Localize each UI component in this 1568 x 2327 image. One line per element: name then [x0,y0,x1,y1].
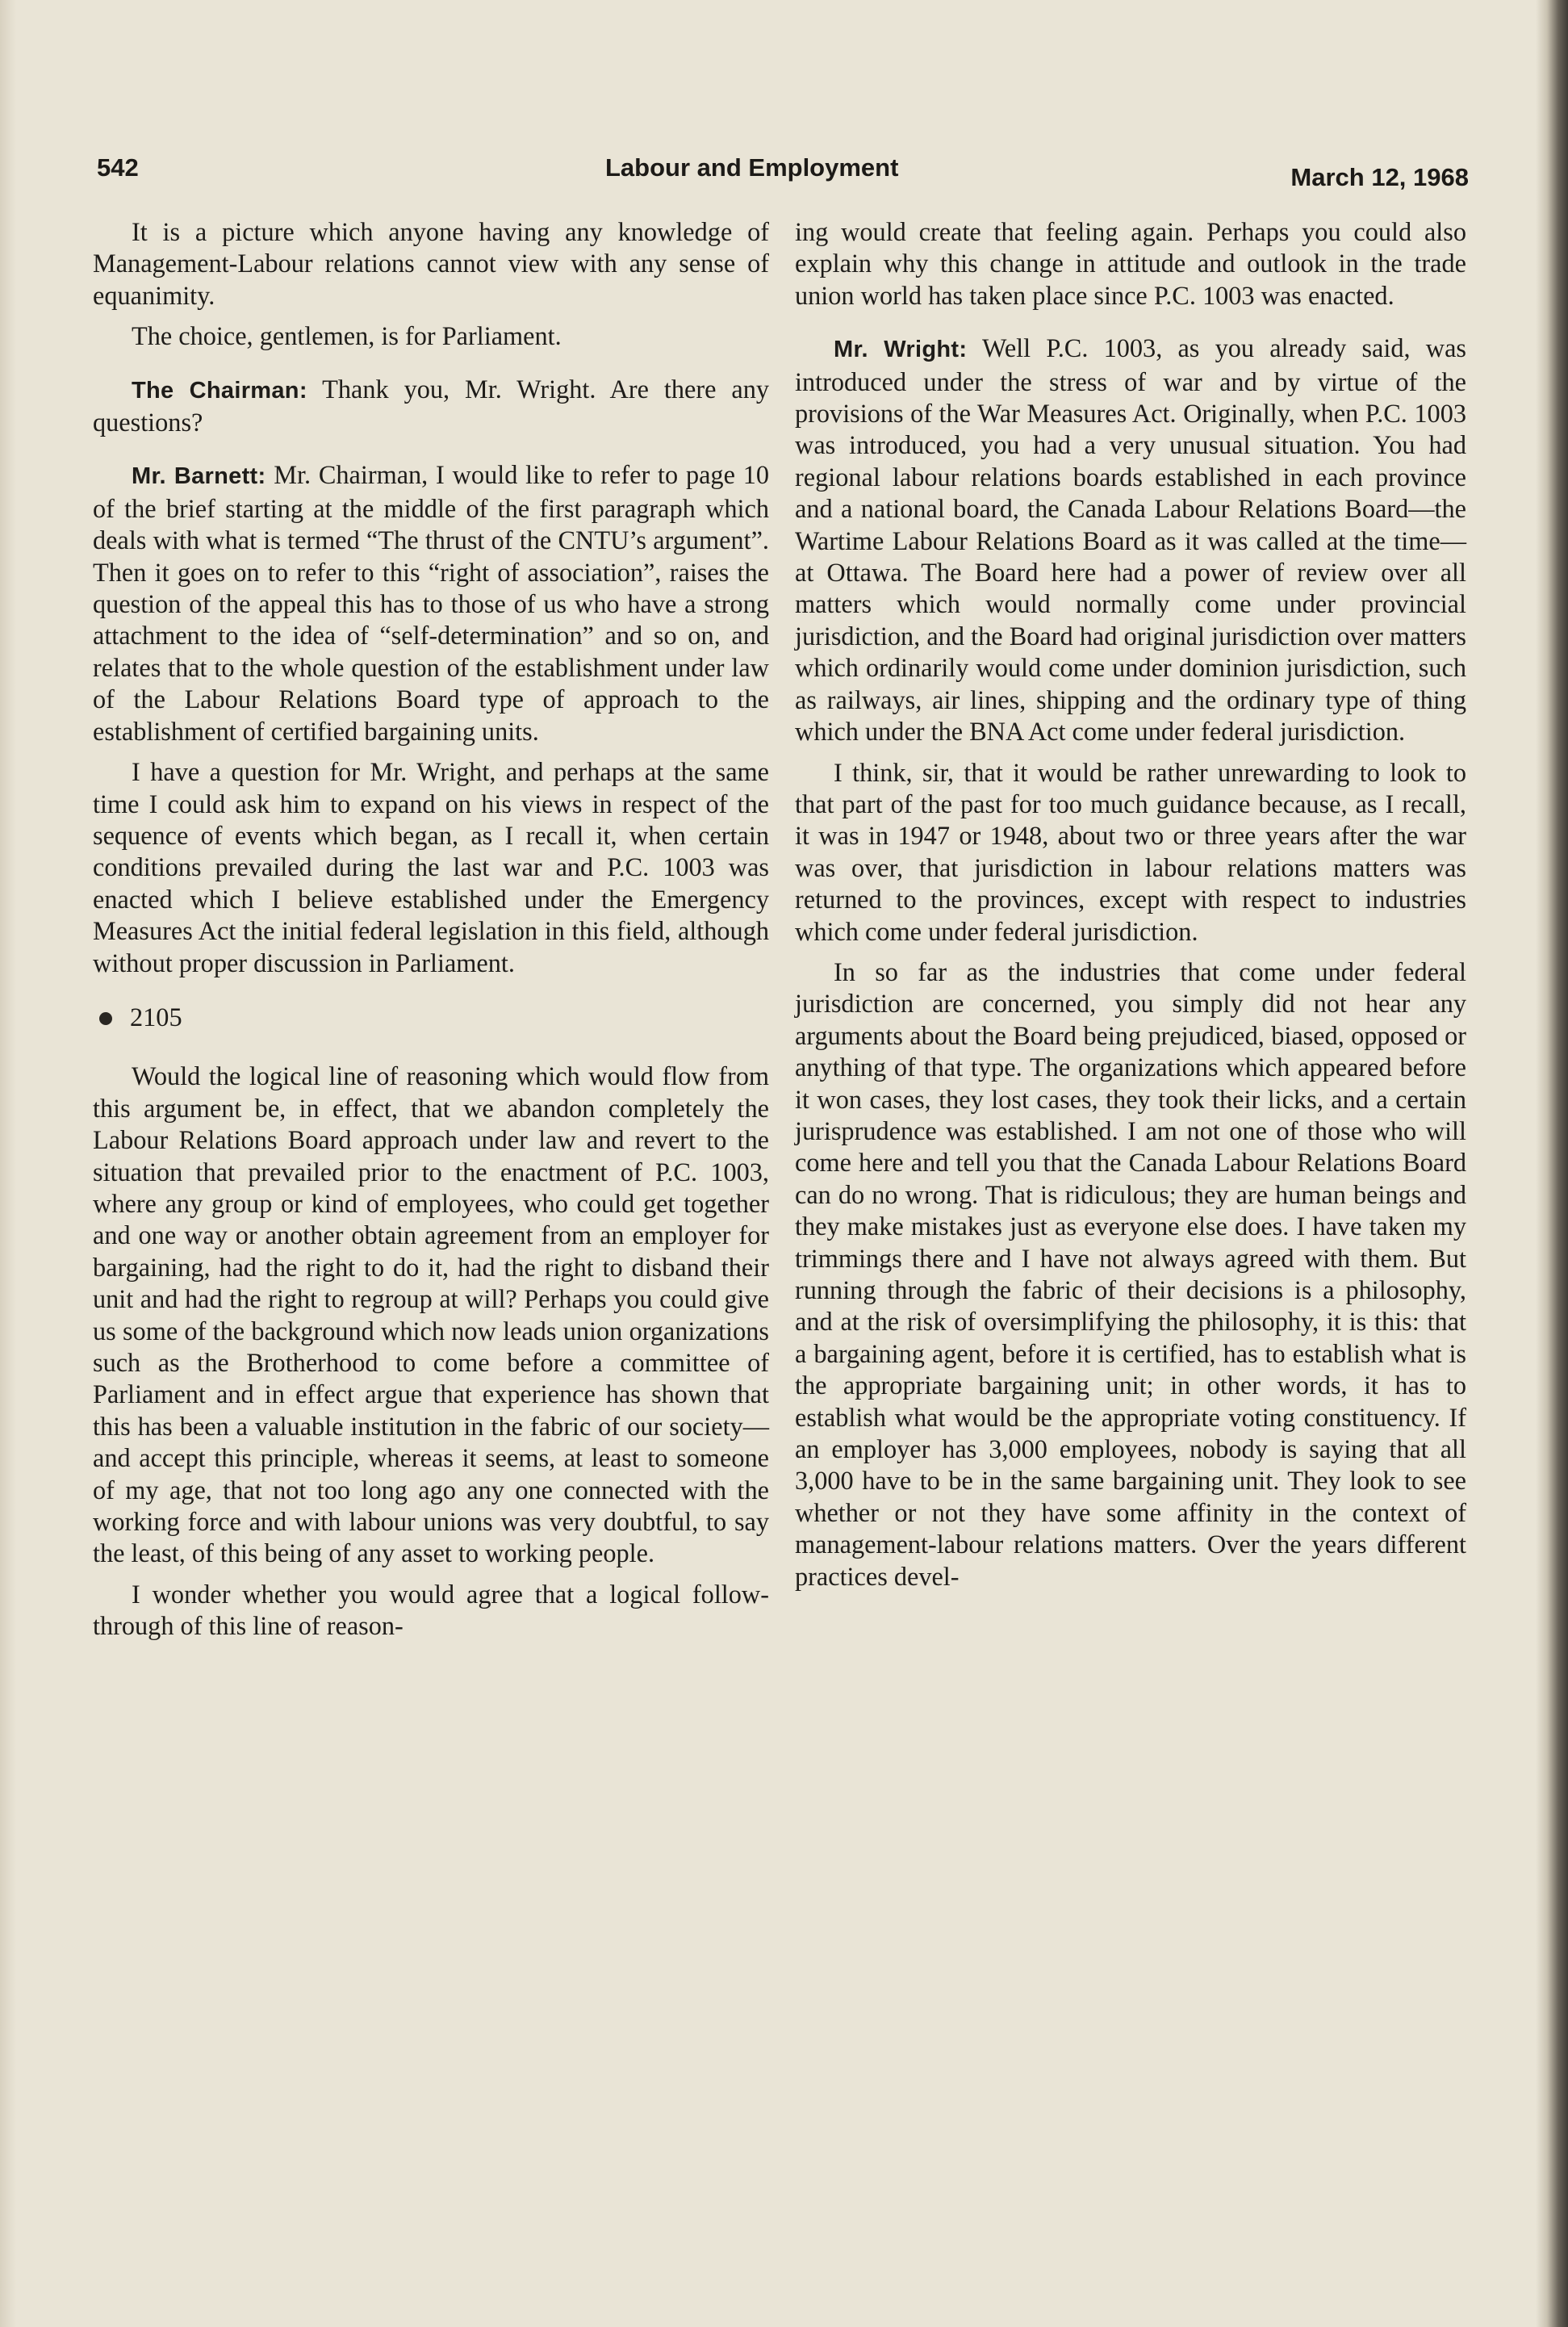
paragraph: I have a question for Mr. Wright, and perhaps at the same time I could ask him to expand on his views in respect of the sequence of events which began, as I recall it, when certain conditions prevailed during the last war and P.C. 1003 was enacted which I believe established under the Emergency Measures Act the initial federal legislation in this field, although without proper discussion in Parliament. [93,757,769,977]
paragraph: I think, sir, that it would be rather unrewarding to look to that part of the past for too much guidance because, as I recall, it was in 1947 or 1948, about two or three years after the war was over, that jurisdiction in labour relations matters was returned to the provinces, except with respect to industries which come under federal jurisdiction. [795,757,1466,946]
running-title: Labour and Employment [605,153,899,182]
speaker-name: Mr. Barnett: [132,463,266,490]
page-number: 542 [97,153,139,182]
speech-text: Thank you, Mr. Wright. Are there any questions? [93,374,770,437]
time-marker-text: 2105 [130,1002,182,1032]
speaker-paragraph [795,333,1466,747]
paragraph-continued: ing would create that feeling again. Perhaps you could also explain why this change in attitude and outlook in the trade union world has taken place since P.C. 1003 was enacted. [795,217,1466,310]
speech-text: Well P.C. 1003, as you already said, was introduced under the stress of war and by virtue of the provisions of the War Measures Act. Originally, when P.C. 1003 was introduced, you had a very unusual situation. You had regional labour relations boards established in each province and a national board, the Canada Labour Relations Board—the Wartime Labour Relations Board as it was called at the time—at Ottawa. The Board here had a power of review over all matters which would normally come under provincial jurisdiction, and the Board had original jurisdiction over matters which ordinarily would come under dominion jurisdiction, such as railways, air lines, shipping and the ordinary type of thing which under the BNA Act come under federal jurisdiction. [795,333,1466,747]
paragraph: It is a picture which anyone having any knowledge of Management-Labour relations cannot view with any sense of equanimity. [93,217,769,310]
paragraph: Would the logical line of reasoning which would flow from this argument be, in effect, that we abandon completely the Labour Relations Board approach under law and revert to the situation that prevailed prior to the enactment of P.C. 1003, where any group or kind of employees, who could get together and one way or another obtain agreement from an employer for bargaining, had the right to do it, had the right to disband their unit and had the right to regroup at will? Perhaps you could give us some of the background which now leads union organizations such as the Brotherhood to come before a committee of Parliament and in effect argue that experience has shown that this has been a valuable institution in the fabric of our society—and accept this principle, whereas it seems, at least to someone of my age, that not too long ago any one connected with the working force and with labour unions was very doubtful, to say the least, of this being of any asset to working people. [93,1061,769,1568]
paragraph: I wonder whether you would agree that a logical follow-through of this line of reason- [93,1579,769,1641]
right-column [795,216,1466,1601]
book-binding-edge [1536,0,1568,2327]
left-column [93,216,769,1651]
speaker-paragraph [93,374,769,439]
speaker-paragraph [93,459,769,747]
speaker-name: Mr. Wright: [834,337,968,363]
running-header [97,153,1469,194]
paragraph: The choice, gentlemen, is for Parliament. [132,321,562,351]
paragraph: In so far as the industries that come under federal jurisdiction are concerned, you simply did not hear any arguments about the Board being prejudiced, biased, opposed or anything of that type. The organizations which appeared before it won cases, they lost cases, they took their licks, and a certain jurisprudence was established. I am not one of those who will come here and tell you that the Canada Labour Relations Board can do no wrong. That is ridiculous; they are human beings and they make mistakes just as everyone else does. I have taken my trimmings there and I have not always agreed with them. But running through the fabric of their decisions is a philosophy, and at the risk of oversimplifying the philosophy, it is this: that a bargaining agent, before it is certified, has to establish what is the appropriate bargaining unit; in other words, it has to establish what would be the appropriate voting constituency. If an employer has 3,000 employees, nobody is saying that all 3,000 have to be in the same bargaining unit. They look to see whether or not they have some affinity in the context of management-labour relations matters. Over the years different practices devel- [795,956,1466,1591]
page-left-edge [0,0,16,2327]
time-marker [93,1002,769,1033]
bullet-icon [99,1012,112,1025]
header-date: March 12, 1968 [1290,163,1469,191]
speaker-name: The Chairman: [132,377,307,404]
speech-text: Mr. Chairman, I would like to refer to page 10 of the brief starting at the middle of the first paragraph which deals with what is termed “The thrust of the CNTU’s argument”. Then it goes on to refer to this “right of association”, raises the question of the appeal this has to those of us who have a strong attachment to the idea of “self-determination” and so on, and relates that to the whole question of the establishment under law of the Labour Relations Board type of approach to the establishment of certified bargaining units. [93,460,770,746]
